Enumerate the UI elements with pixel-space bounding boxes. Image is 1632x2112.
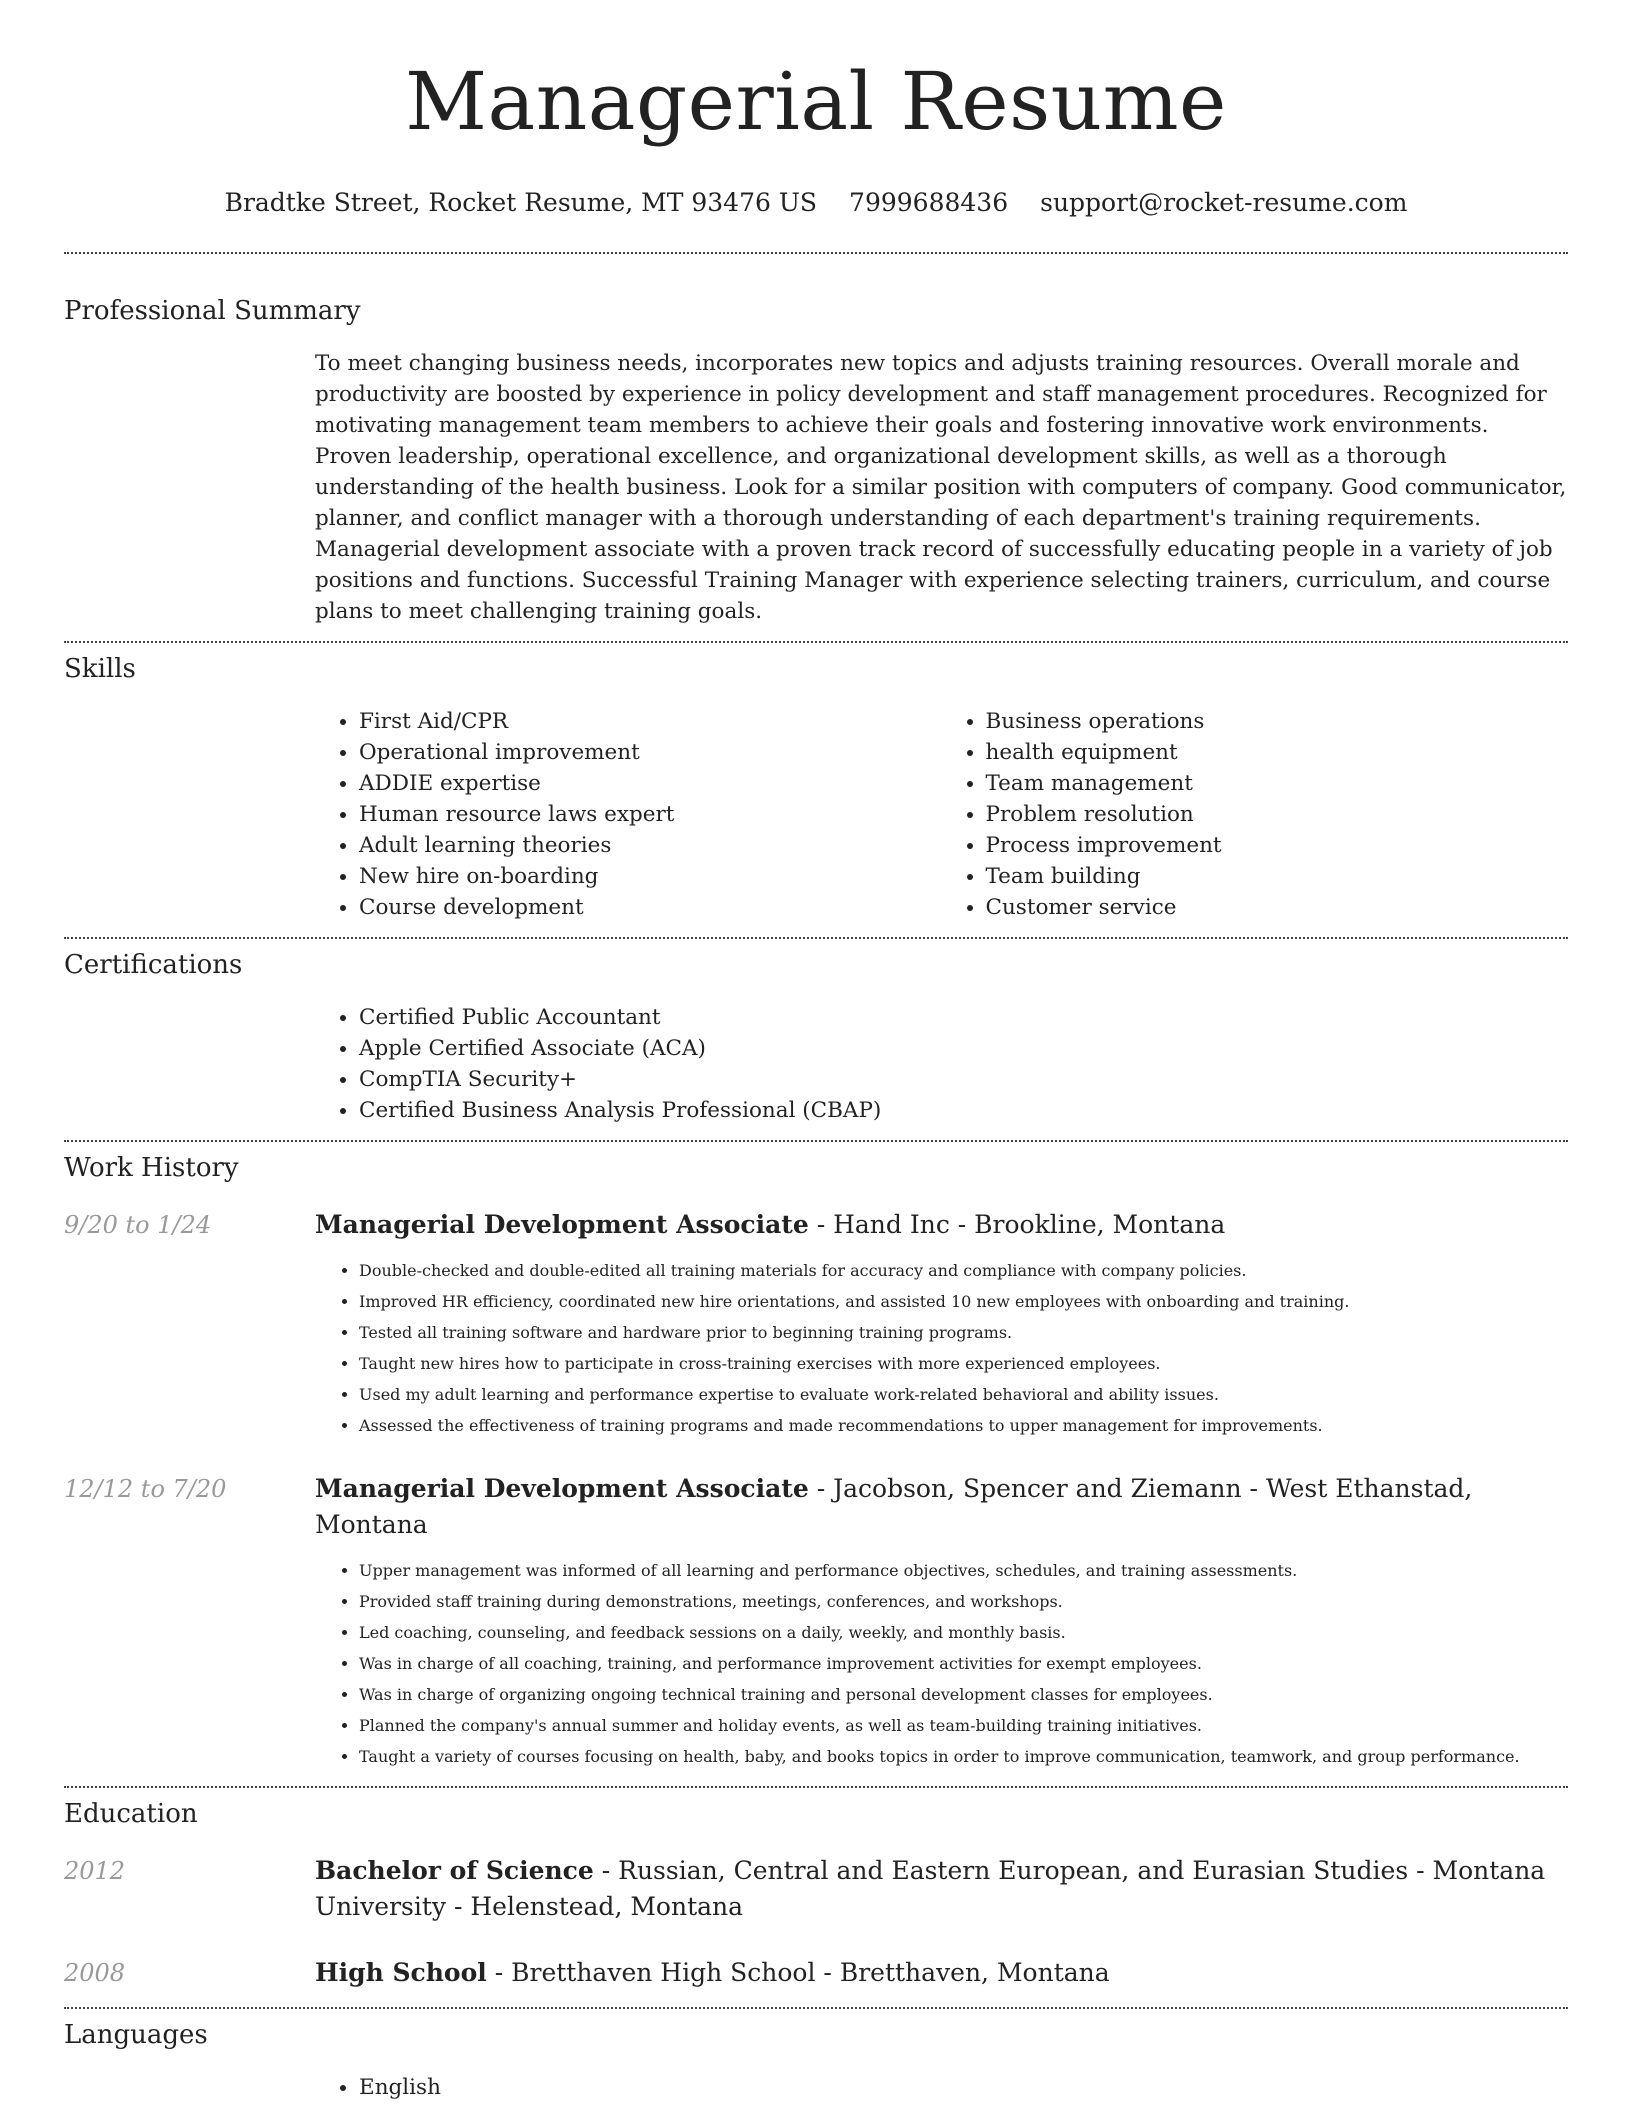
- skill-item: • New hire on-boarding: [359, 861, 942, 892]
- skill-item: • Customer service: [986, 892, 1569, 923]
- education-entry: [64, 1853, 1568, 1925]
- job-bullet: • Led coaching, counseling, and feedback sessions on a daily, weekly, and monthly basis.: [359, 1617, 1568, 1648]
- education-school: - Russian, Central and Eastern European, and Eurasian Studies - Montana University - Helenstead, Montana: [315, 1856, 1546, 1921]
- education-school: - Bretthaven High School - Bretthaven, Montana: [486, 1958, 1110, 1987]
- job-entry: [64, 1471, 1568, 1772]
- certification-item: • CompTIA Security+: [359, 1064, 1568, 1095]
- job-bullet: • Assessed the effectiveness of training programs and made recommendations to upper management for improvements.: [359, 1410, 1568, 1441]
- job-bullet: • Upper management was informed of all learning and performance objectives, schedules, and training assessments.: [359, 1555, 1568, 1586]
- section-title-education: Education: [64, 1799, 198, 1829]
- section-divider: [64, 1140, 1568, 1142]
- contact-email[interactable]: support@rocket-resume.com: [1040, 188, 1408, 217]
- section-divider: [64, 2007, 1568, 2009]
- skill-item: • First Aid/CPR: [359, 706, 942, 737]
- job-bullet: • Taught new hires how to participate in cross-training exercises with more experienced employees.: [359, 1348, 1568, 1379]
- section-divider: [64, 937, 1568, 939]
- job-bullet: • Improved HR efficiency, coordinated new hire orientations, and assisted 10 new employees with onboarding and training.: [359, 1286, 1568, 1317]
- education-heading: [315, 1853, 1568, 1925]
- job-date: 9/20 to 1/24: [64, 1211, 212, 1239]
- section-title-work: Work History: [64, 1153, 239, 1183]
- resume-title: Managerial Resume: [405, 55, 1227, 148]
- skill-item: • health equipment: [986, 737, 1569, 768]
- skill-item: • Adult learning theories: [359, 830, 942, 861]
- job-bullet: • Was in charge of all coaching, training, and performance improvement activities for exempt employees.: [359, 1648, 1568, 1679]
- skill-item: • Process improvement: [986, 830, 1569, 861]
- summary-section: [315, 348, 1568, 627]
- section-divider: [64, 641, 1568, 643]
- skills-list-right: [942, 706, 1569, 923]
- job-bullet: • Double-checked and double-edited all training materials for accuracy and compliance with company policies.: [359, 1255, 1568, 1286]
- skill-item: • Team management: [986, 768, 1569, 799]
- job-entry: [64, 1207, 1568, 1441]
- job-body: [315, 1207, 1568, 1441]
- skill-item: • Team building: [986, 861, 1569, 892]
- job-bullet: • Was in charge of organizing ongoing technical training and personal development classes for employees.: [359, 1679, 1568, 1710]
- job-bullet: • Used my adult learning and performance expertise to evaluate work-related behavioral and ability issues.: [359, 1379, 1568, 1410]
- section-title-summary: Professional Summary: [64, 296, 361, 326]
- job-bullet: • Taught a variety of courses focusing on health, baby, and books topics in order to improve communication, teamwork, and group performance.: [359, 1741, 1568, 1772]
- section-title-certifications: Certifications: [64, 950, 243, 980]
- job-bullets: [315, 1255, 1568, 1441]
- certifications-section: [315, 1002, 1568, 1126]
- job-bullet: • Provided staff training during demonstrations, meetings, conferences, and workshops.: [359, 1586, 1568, 1617]
- language-item: • English: [359, 2072, 1568, 2103]
- skill-item: • Human resource laws expert: [359, 799, 942, 830]
- skill-item: • Course development: [359, 892, 942, 923]
- job-bullet: • Tested all training software and hardware prior to beginning training programs.: [359, 1317, 1568, 1348]
- certifications-list: [315, 1002, 1568, 1126]
- contact-address: Bradtke Street, Rocket Resume, MT 93476 US: [224, 188, 818, 217]
- job-heading: [315, 1471, 1568, 1543]
- skill-item: • Business operations: [986, 706, 1569, 737]
- certification-item: • Certified Public Accountant: [359, 1002, 1568, 1033]
- contact-line: [64, 188, 1568, 218]
- job-date: 12/12 to 7/20: [64, 1475, 227, 1503]
- job-bullets: [315, 1555, 1568, 1772]
- job-company: - Hand Inc - Brookline, Montana: [808, 1210, 1226, 1239]
- education-degree: High School: [315, 1958, 487, 1987]
- skill-item: • ADDIE expertise: [359, 768, 942, 799]
- education-date: 2012: [64, 1857, 126, 1885]
- skill-item: • Operational improvement: [359, 737, 942, 768]
- education-heading: [315, 1955, 1568, 1991]
- education-degree: Bachelor of Science: [315, 1856, 594, 1885]
- skill-item: • Problem resolution: [986, 799, 1569, 830]
- section-divider: [64, 1786, 1568, 1788]
- job-role: Managerial Development Associate: [315, 1474, 809, 1503]
- summary-text: To meet changing business needs, incorporates new topics and adjusts training resources. Overall morale and productivity are boosted by experience in policy development and staff management procedures. Recognized for motivating management team members to achieve their goals and fostering innovative work environments. Proven leadership, operational excellence, and organizational development skills, as well as a thorough understanding of the health business. Look for a similar position with computers of company. Good communicator, planner, and conflict manager with a thorough understanding of each department's training requirements. Managerial development associate with a proven track record of successfully educating people in a variety of job positions and functions. Successful Training Manager with experience selecting trainers, curriculum, and course plans to meet challenging training goals.: [315, 351, 1567, 624]
- education-date: 2008: [64, 1959, 126, 1987]
- skills-list-left: [315, 706, 942, 923]
- job-bullet: • Planned the company's annual summer and holiday events, as well as team-building training initiatives.: [359, 1710, 1568, 1741]
- skills-section: [315, 706, 1568, 923]
- certification-item: • Certified Business Analysis Professional (CBAP): [359, 1095, 1568, 1126]
- education-entry: [64, 1955, 1568, 1991]
- languages-list: [315, 2072, 1568, 2103]
- job-heading: [315, 1207, 1568, 1243]
- contact-phone: 7999688436: [849, 188, 1009, 217]
- section-title-skills: Skills: [64, 654, 136, 684]
- section-divider: [64, 252, 1568, 254]
- job-company: - Jacobson, Spencer and Ziemann - West Ethanstad, Montana: [315, 1474, 1473, 1539]
- section-title-languages: Languages: [64, 2020, 208, 2050]
- resume-page: [64, 0, 1568, 2103]
- languages-section: [315, 2072, 1568, 2103]
- job-body: [315, 1471, 1568, 1772]
- job-role: Managerial Development Associate: [315, 1210, 809, 1239]
- certification-item: • Apple Certified Associate (ACA): [359, 1033, 1568, 1064]
